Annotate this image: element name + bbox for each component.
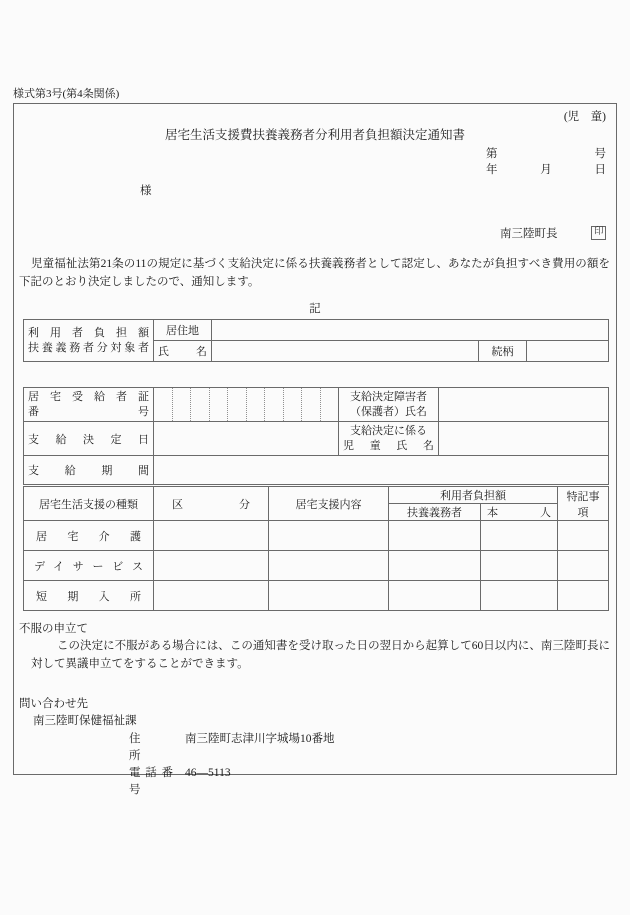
service-row-short-stay-label: 短期入所 bbox=[24, 581, 154, 611]
category-note: (児 童) bbox=[563, 111, 606, 123]
table-row bbox=[24, 320, 609, 341]
contact-address-label: 住 所 bbox=[129, 732, 164, 762]
child-name-label bbox=[339, 422, 439, 456]
service-row-home-care-content[interactable] bbox=[269, 521, 389, 551]
date-month-label: 月 bbox=[540, 164, 552, 176]
services-type-header: 居宅生活支援の種類 bbox=[24, 487, 154, 521]
service-row-day-service-supporter[interactable] bbox=[389, 551, 481, 581]
contact-heading: 問い合わせ先 bbox=[19, 698, 88, 710]
form-number: 様式第3号(第4条関係) bbox=[13, 88, 120, 100]
service-row-short-stay-self[interactable] bbox=[481, 581, 558, 611]
service-row-home-care-notes[interactable] bbox=[558, 521, 609, 551]
service-row-home-care-self[interactable] bbox=[481, 521, 558, 551]
child-label-line1: 支給決定に係る bbox=[350, 424, 427, 437]
target-label-line1: 利用者負担額 bbox=[28, 326, 149, 339]
receipt-number-segments bbox=[154, 388, 338, 421]
receipt-digit-cell[interactable] bbox=[247, 388, 266, 421]
contact-address-value: 南三陸町志津川字城場10番地 bbox=[185, 732, 335, 745]
target-person-row-label bbox=[24, 320, 154, 362]
body-paragraph: 児童福祉法第21条の11の規定に基づく支給決定に係る扶養義務者として認定し、あなたが負担すべき費用の額を下記のとおり決定しましたので、通知します。 bbox=[19, 258, 610, 288]
receipt-digit-cell[interactable] bbox=[210, 388, 229, 421]
service-row-short-stay-content[interactable] bbox=[269, 581, 389, 611]
receipt-digit-cell[interactable] bbox=[191, 388, 210, 421]
beneficiary-label-line1: 支給決定障害者 bbox=[350, 390, 427, 403]
receipt-label-line2: 番 号 bbox=[28, 405, 149, 418]
service-row-short-stay-supporter[interactable] bbox=[389, 581, 481, 611]
services-burden-group-header: 利用者負担額 bbox=[389, 487, 558, 504]
table-row bbox=[24, 456, 609, 485]
appeal-section bbox=[19, 621, 610, 673]
contact-phone-label: 電話番号 bbox=[129, 767, 173, 797]
receipt-label-line1: 居宅受給者証 bbox=[28, 390, 149, 403]
services-division-header: 区 分 bbox=[154, 487, 269, 521]
target-person-table bbox=[23, 319, 609, 362]
receipt-digit-cell[interactable] bbox=[173, 388, 192, 421]
number-prefix: 第 bbox=[486, 148, 498, 160]
services-burden-self-header: 本 人 bbox=[481, 504, 558, 521]
service-row-short-stay-notes[interactable] bbox=[558, 581, 609, 611]
child-name-value[interactable] bbox=[439, 422, 609, 456]
services-burden-supporter-header: 扶養義務者 bbox=[389, 504, 481, 521]
services-content-header: 居宅支援内容 bbox=[269, 487, 389, 521]
period-label: 支給期間 bbox=[24, 456, 154, 485]
appeal-text: この決定に不服がある場合には、この通知書を受け取った日の翌日から起算して60日以内に、南三陸町長に対して異議申立てをすることができます。 bbox=[31, 640, 610, 670]
decision-date-label: 支給決定日 bbox=[24, 422, 154, 456]
services-notes-header: 特記事項 bbox=[558, 487, 609, 521]
receipt-digit-cell[interactable] bbox=[154, 388, 173, 421]
decision-details-table bbox=[23, 387, 609, 485]
recipient-honorific: 様 bbox=[140, 185, 152, 197]
service-row-day-service-label: デイサービス bbox=[24, 551, 154, 581]
decision-date-value[interactable] bbox=[154, 422, 339, 456]
document-date-line bbox=[486, 161, 606, 177]
service-row-day-service-self[interactable] bbox=[481, 551, 558, 581]
receipt-number-value[interactable] bbox=[154, 388, 339, 422]
document-title: 居宅生活支援費扶養義務者分利用者負担額決定通知書 bbox=[164, 128, 465, 142]
table-row bbox=[24, 422, 609, 456]
target-label-line2: 扶養義務者分対象者 bbox=[28, 341, 149, 354]
table-row bbox=[24, 581, 609, 611]
receipt-digit-cell[interactable] bbox=[265, 388, 284, 421]
receipt-digit-cell[interactable] bbox=[302, 388, 321, 421]
ki-marker: 記 bbox=[309, 303, 321, 315]
contact-phone-row bbox=[19, 765, 610, 800]
date-year-label: 年 bbox=[486, 164, 498, 176]
service-row-home-care-supporter[interactable] bbox=[389, 521, 481, 551]
date-day-label: 日 bbox=[594, 164, 606, 176]
services-table bbox=[23, 486, 609, 611]
document-number-line bbox=[486, 145, 606, 161]
service-row-day-service-division[interactable] bbox=[154, 551, 269, 581]
contact-department: 南三陸町保健福祉課 bbox=[33, 715, 137, 728]
seal-icon: 印 bbox=[591, 226, 606, 241]
beneficiary-value[interactable] bbox=[439, 388, 609, 422]
service-row-home-care-label: 居宅介護 bbox=[24, 521, 154, 551]
child-label-line2: 児 童 氏 名 bbox=[343, 439, 434, 452]
period-value[interactable] bbox=[154, 456, 609, 485]
contact-address-row bbox=[19, 731, 610, 766]
receipt-digit-cell[interactable] bbox=[284, 388, 303, 421]
service-row-day-service-content[interactable] bbox=[269, 551, 389, 581]
service-row-short-stay-division[interactable] bbox=[154, 581, 269, 611]
receipt-digit-cell[interactable] bbox=[228, 388, 247, 421]
receipt-digit-cell[interactable] bbox=[321, 388, 339, 421]
table-header-row bbox=[24, 487, 609, 504]
table-row bbox=[24, 521, 609, 551]
service-row-home-care-division[interactable] bbox=[154, 521, 269, 551]
beneficiary-label bbox=[339, 388, 439, 422]
table-row bbox=[24, 388, 609, 422]
residence-value[interactable] bbox=[212, 320, 609, 341]
number-suffix: 号 bbox=[594, 148, 606, 160]
issuer-name: 南三陸町長 bbox=[499, 228, 558, 240]
contact-phone-value: 46—5113 bbox=[185, 767, 231, 779]
name-label: 氏 名 bbox=[154, 341, 212, 362]
service-row-day-service-notes[interactable] bbox=[558, 551, 609, 581]
appeal-heading: 不服の申立て bbox=[19, 623, 88, 635]
issuer-row bbox=[500, 225, 606, 241]
beneficiary-label-line2: （保護者）氏名 bbox=[350, 405, 427, 418]
relationship-label: 続柄 bbox=[479, 341, 527, 362]
receipt-number-label bbox=[24, 388, 154, 422]
form-frame bbox=[13, 103, 617, 797]
relationship-value[interactable] bbox=[527, 341, 609, 362]
table-row bbox=[24, 551, 609, 581]
residence-label: 居住地 bbox=[154, 320, 212, 341]
name-value[interactable] bbox=[212, 341, 479, 362]
contact-section bbox=[19, 696, 610, 800]
